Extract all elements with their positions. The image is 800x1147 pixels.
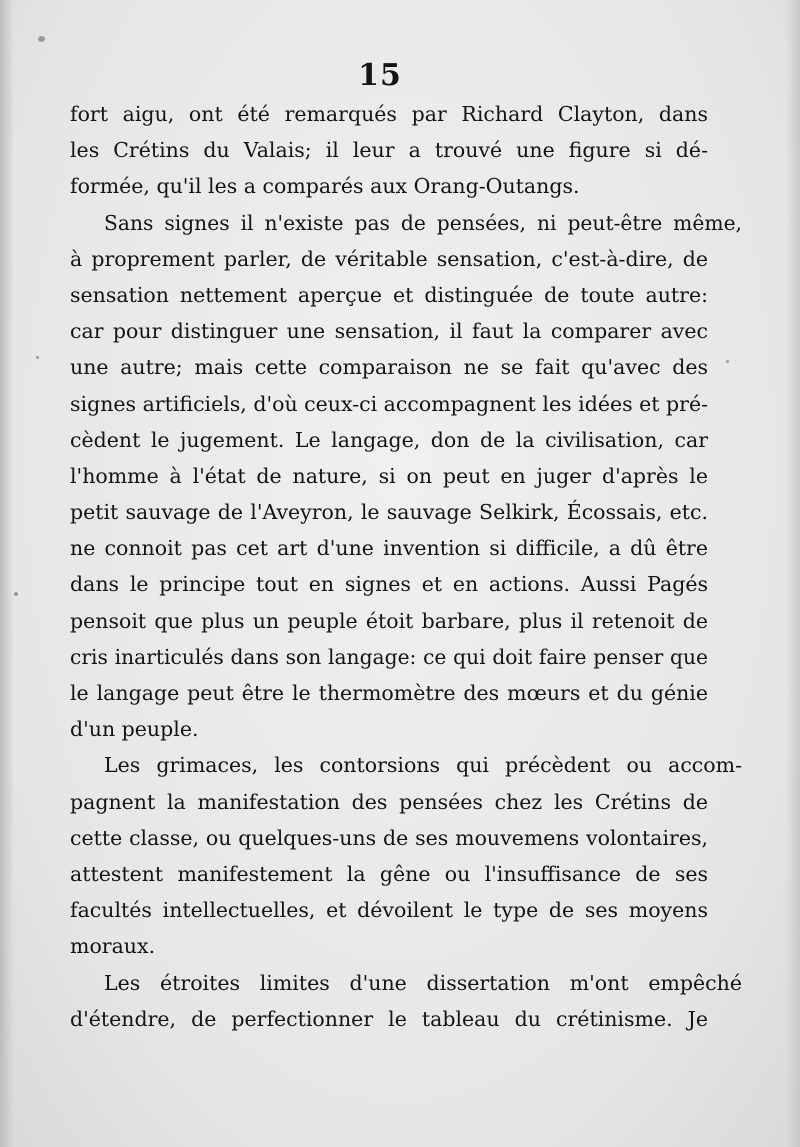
text-line: cèdent le jugement. Le langage, don de la civilisation, car [70, 427, 708, 452]
text-line: car pour distinguer une sensation, il faut la comparer avec [70, 319, 708, 344]
text-line: le langage peut être le thermomètre des mœurs et du génie [70, 681, 708, 705]
paper-speck [36, 356, 39, 359]
body-text [70, 96, 742, 1037]
text-line: attestent manifestement la gêne ou l'insuffisance de ses [70, 861, 708, 886]
text-line: signes artificiels, d'où ceux-ci accompagnent les idées et pré- [70, 391, 708, 416]
text-line: les Crétins du Valais; il leur a trouvé une figure si dé- [70, 138, 708, 163]
text-line: Les étroites limites d'une dissertation m'ont empêché [104, 970, 742, 995]
text-line: pagnent la manifestation des pensées chez les Crétins de [70, 789, 708, 814]
text-line: moraux. [70, 934, 156, 959]
text-line: pensoit que plus un peuple étoit barbare, plus il retenoit de [70, 608, 708, 633]
left-page-edge-shadow [0, 0, 14, 1147]
text-line: l'homme à l'état de nature, si on peut en juger d'après le [70, 463, 708, 488]
text-line: cris inarticulés dans son langage: ce qui doit faire penser que [70, 644, 708, 669]
text-line: une autre; mais cette comparaison ne se fait qu'avec des [70, 355, 708, 380]
text-line: petit sauvage de l'Aveyron, le sauvage Selkirk, Écossais, etc. [70, 500, 708, 525]
text-line: cette classe, ou quelques-uns de ses mouvemens volontaires, [70, 825, 708, 850]
text-line: Les grimaces, les contorsions qui précèdent ou accom- [104, 753, 742, 778]
text-line: formée, qu'il les a comparés aux Orang-Outangs. [70, 174, 580, 199]
text-line: à proprement parler, de véritable sensation, c'est-à-dire, de [70, 246, 708, 271]
paper-speck [14, 592, 18, 596]
paper-speck [726, 360, 729, 363]
text-line: ne connoit pas cet art d'une invention si difficile, a dû être [70, 536, 708, 561]
text-line: facultés intellectuelles, et dévoilent le type de ses moyens [70, 898, 708, 923]
text-line: d'étendre, de perfectionner le tableau du crétinisme. Je [70, 1006, 708, 1031]
text-line: dans le principe tout en signes et en actions. Aussi Pagés [70, 572, 708, 597]
text-line: sensation nettement aperçue et distinguée de toute autre: [70, 282, 708, 307]
text-line: fort aigu, ont été remarqués par Richard Clayton, dans [70, 102, 708, 126]
paper-speck [38, 36, 45, 42]
right-page-edge-shadow [786, 0, 800, 1147]
text-line: d'un peuple. [70, 717, 199, 742]
text-line: Sans signes il n'existe pas de pensées, ni peut-être même, [104, 210, 742, 235]
page-number: 15 [358, 58, 402, 93]
